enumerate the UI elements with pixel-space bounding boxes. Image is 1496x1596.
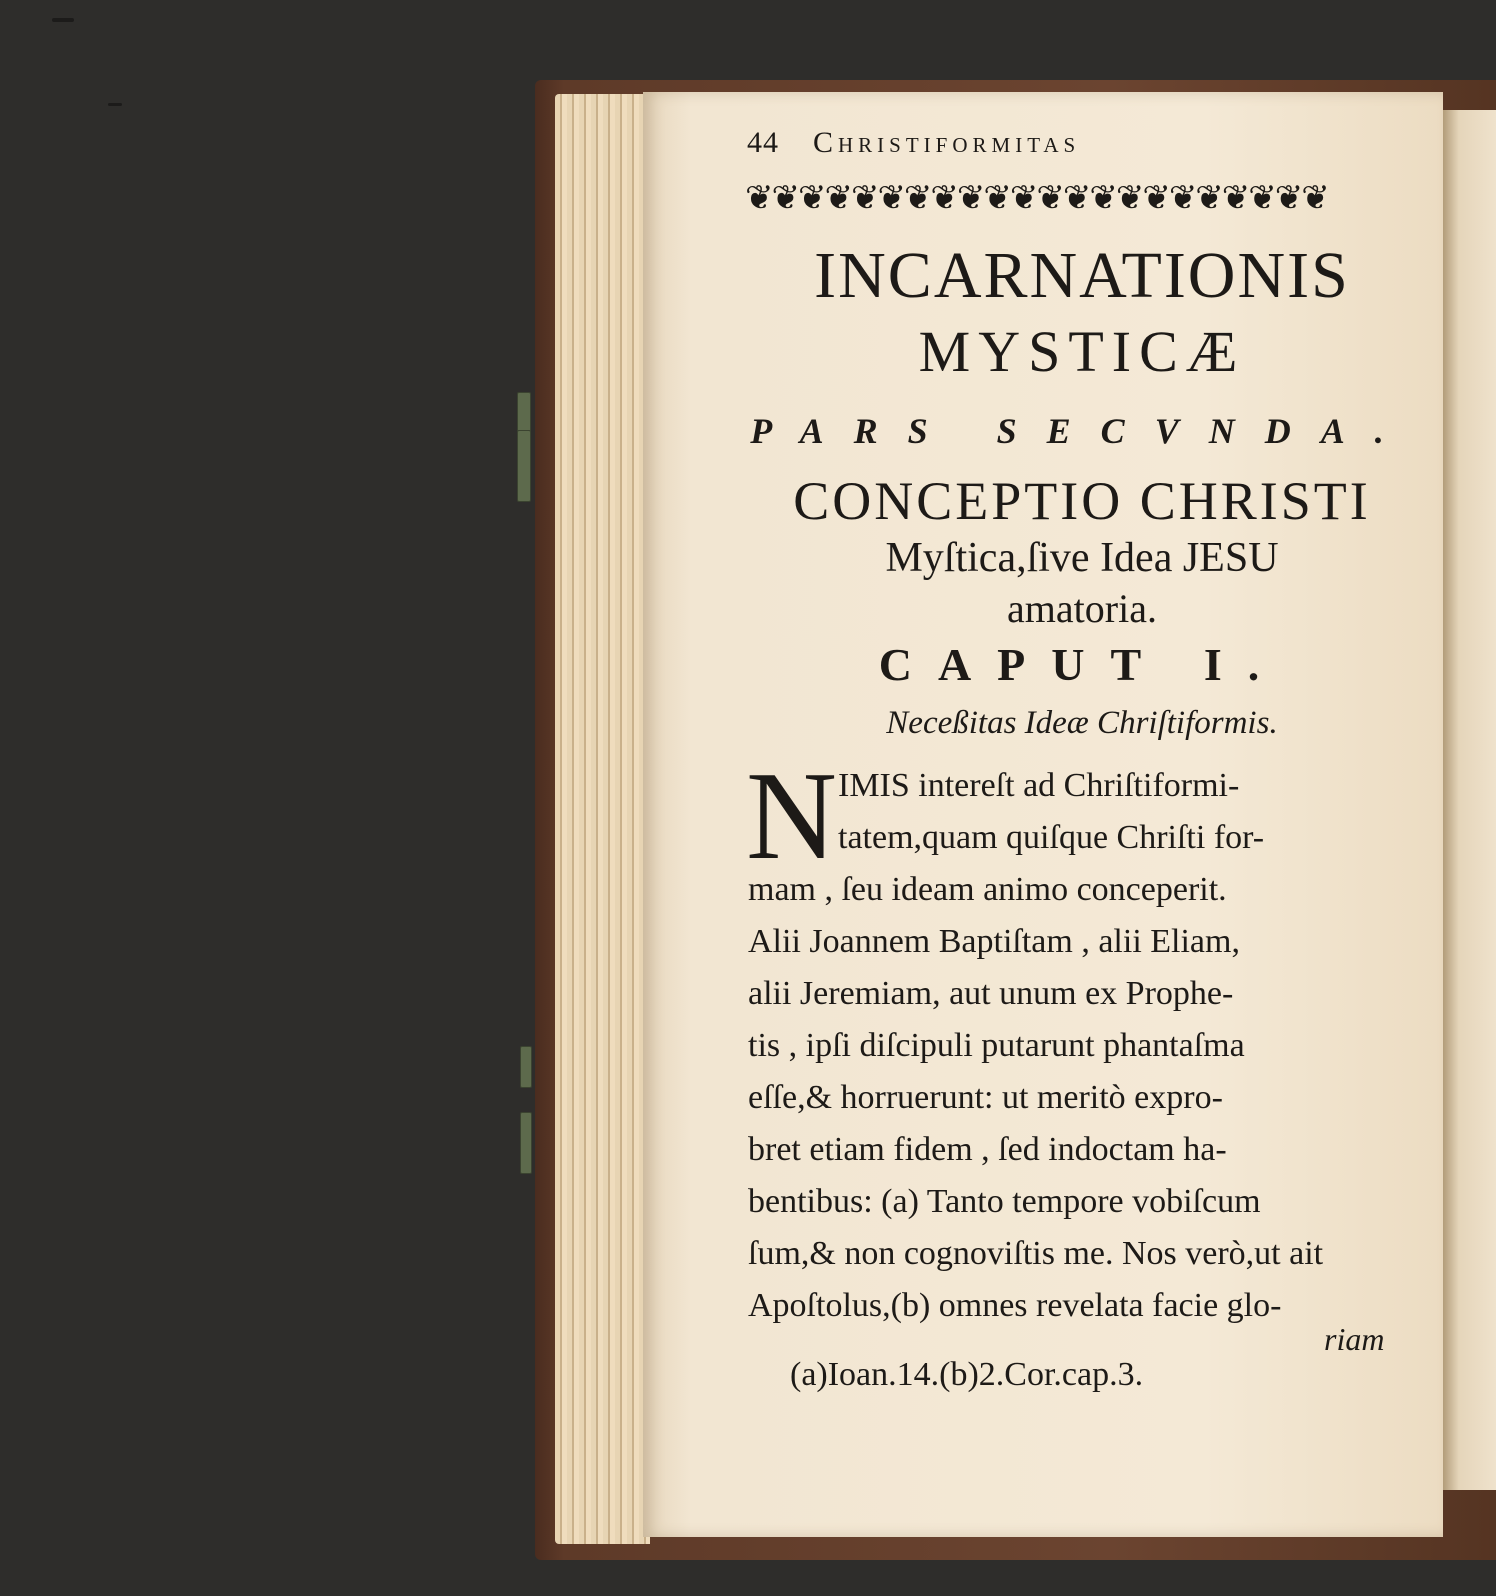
- running-header: [747, 126, 1080, 160]
- body-line: tis , ipſi diſcipuli putarunt phantaſma: [748, 1027, 1245, 1064]
- ornament-band: [745, 180, 1415, 216]
- chapter-heading: CAPUT I.: [878, 639, 1286, 690]
- body-line: IMIS intereſt ad Chriſtiformi-: [838, 767, 1240, 804]
- right-page-edge: [1443, 110, 1496, 1490]
- drop-cap: N: [746, 747, 837, 886]
- running-head-title: Christiformitas: [813, 126, 1081, 159]
- body-text: [748, 760, 1413, 1332]
- body-line: bret etiam fidem , ſed indoctam ha-: [748, 1131, 1227, 1168]
- title-line-5: Myſtica,ſive Idea JESU: [885, 535, 1279, 581]
- body-line: bentibus: (a) Tanto tempore vobiſcum: [748, 1183, 1261, 1220]
- page-number: 44: [747, 126, 779, 159]
- page-edges: [555, 94, 650, 1544]
- body-line: tatem,quam quiſque Chriſti for-: [838, 819, 1265, 856]
- body-line: Apoſtolus,(b) omnes revelata facie glo-: [748, 1287, 1282, 1324]
- clasp-lower: [520, 1046, 532, 1088]
- clasp-lower-2: [520, 1112, 532, 1174]
- body-line: eſſe,& horruerunt: ut meritò expro-: [748, 1079, 1223, 1116]
- body-line: Alii Joannem Baptiſtam , alii Eliam,: [748, 923, 1240, 960]
- catchword: riam: [1324, 1321, 1385, 1357]
- title-line-4: CONCEPTIO CHRISTI: [793, 471, 1371, 531]
- title-line-3: PARS SECVNDA.: [750, 411, 1414, 451]
- body-line: mam , ſeu ideam animo conceperit.: [748, 871, 1227, 908]
- clasp-upper-2: [517, 430, 531, 502]
- title-line-6: amatoria.: [1007, 586, 1157, 631]
- body-line: ſum,& non cognoviſtis me. Nos verò,ut ait: [748, 1235, 1324, 1272]
- clasp-upper: [517, 392, 531, 432]
- body-line: alii Jeremiam, aut unum ex Prophe-: [748, 975, 1234, 1012]
- backdrop-mark-2: [108, 103, 122, 106]
- footnote: (a)Ioan.14.(b)2.Cor.cap.3.: [790, 1356, 1144, 1393]
- chapter-subtitle: Neceßitas Ideæ Chriſtiformis.: [886, 705, 1278, 741]
- ornament-text: ❦❦❦❦❦❦❦❦❦❦❦❦❦❦❦❦❦❦❦❦❦❦: [745, 180, 1328, 216]
- title-line-2: MYSTICÆ: [918, 319, 1246, 384]
- backdrop-mark-1: [52, 18, 74, 22]
- title-line-1: INCARNATIONIS: [814, 239, 1350, 312]
